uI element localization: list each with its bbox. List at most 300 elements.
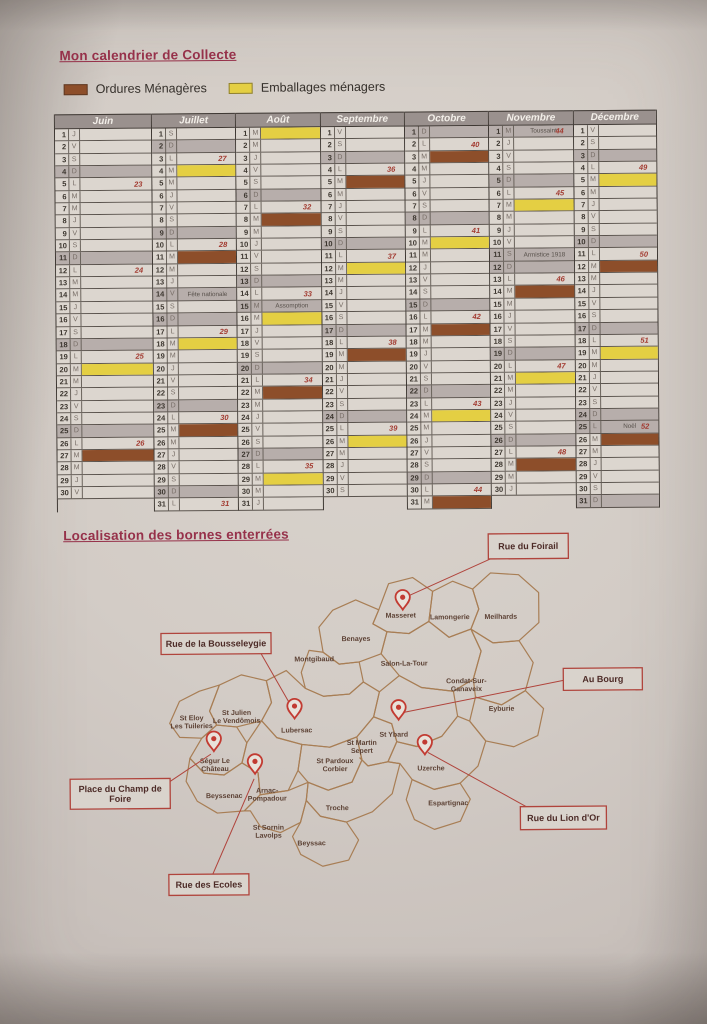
day-number: 18 xyxy=(238,338,252,349)
day-cell xyxy=(179,375,237,387)
day-letter: D xyxy=(167,314,178,325)
day-row xyxy=(238,349,321,362)
day-row xyxy=(492,459,575,472)
day-row xyxy=(408,484,491,497)
day-cell xyxy=(601,396,658,408)
day-letter: J xyxy=(335,201,346,212)
day-row xyxy=(323,485,406,498)
day-row xyxy=(321,127,404,140)
day-row xyxy=(154,437,237,450)
day-number: 9 xyxy=(153,227,167,238)
day-letter: J xyxy=(71,388,82,399)
day-number: 18 xyxy=(575,335,589,346)
ordures-collection-cell xyxy=(600,260,657,272)
day-letter: J xyxy=(72,475,83,486)
day-number: 25 xyxy=(323,423,337,434)
day-row xyxy=(323,373,406,386)
day-row xyxy=(492,434,575,447)
day-row xyxy=(57,338,153,351)
day-cell xyxy=(600,273,657,285)
day-cell xyxy=(179,437,237,449)
week-number: 46 xyxy=(556,274,565,284)
day-letter: S xyxy=(70,240,81,251)
day-letter: S xyxy=(166,128,177,139)
day-letter: D xyxy=(168,400,179,411)
day-cell xyxy=(262,263,320,275)
day-number: 17 xyxy=(238,325,252,336)
day-letter: V xyxy=(167,289,178,300)
week-number: 29 xyxy=(219,326,228,336)
commune-label: Condat-Sur-Ganaveix xyxy=(446,677,487,694)
day-row xyxy=(491,384,574,397)
day-row xyxy=(153,276,236,289)
day-cell xyxy=(601,458,658,470)
day-cell xyxy=(432,422,490,434)
day-number: 27 xyxy=(58,450,72,461)
holiday-label: Toussaint xyxy=(530,127,557,135)
day-row xyxy=(576,470,658,483)
day-number: 28 xyxy=(492,459,506,470)
day-cell xyxy=(599,186,656,198)
day-row xyxy=(239,461,322,474)
day-row xyxy=(322,312,405,325)
day-row xyxy=(574,125,656,138)
day-cell xyxy=(515,162,573,174)
day-number: 11 xyxy=(406,250,420,261)
day-cell xyxy=(180,449,238,461)
day-number: 21 xyxy=(323,374,337,385)
day-cell xyxy=(514,138,572,150)
day-row xyxy=(576,396,658,409)
day-cell xyxy=(431,274,489,286)
day-number: 8 xyxy=(574,212,588,223)
day-row xyxy=(152,153,235,166)
day-letter: M xyxy=(505,299,516,310)
holiday-cell xyxy=(514,125,572,137)
day-number: 3 xyxy=(55,154,69,165)
day-letter: M xyxy=(250,128,261,139)
day-number: 24 xyxy=(576,409,590,420)
day-cell xyxy=(432,348,490,360)
sunday-cell xyxy=(82,338,153,350)
day-number: 16 xyxy=(575,310,589,321)
day-letter: L xyxy=(506,447,517,458)
legend xyxy=(64,80,386,97)
emballages-collection-cell xyxy=(264,473,322,485)
day-number: 30 xyxy=(58,487,72,498)
map-title: Localisation des bornes enterrées xyxy=(63,526,289,544)
day-number: 27 xyxy=(576,446,590,457)
day-number: 5 xyxy=(574,175,588,186)
commune-label: St Ybard xyxy=(379,731,409,739)
day-letter: S xyxy=(337,399,348,410)
day-cell xyxy=(81,227,152,239)
day-cell xyxy=(600,334,657,346)
day-letter: M xyxy=(337,448,348,459)
day-letter: V xyxy=(252,338,263,349)
day-number: 13 xyxy=(153,277,167,288)
day-letter: S xyxy=(337,485,348,496)
day-row xyxy=(154,412,237,425)
day-cell xyxy=(431,311,489,323)
day-number: 30 xyxy=(576,483,590,494)
day-cell xyxy=(263,337,321,349)
day-letter: D xyxy=(253,449,264,460)
callout-line xyxy=(404,559,490,598)
day-row xyxy=(407,373,490,386)
day-letter: V xyxy=(590,471,601,482)
day-row xyxy=(576,421,658,434)
day-cell xyxy=(600,359,657,371)
day-cell xyxy=(599,211,656,223)
week-number: 33 xyxy=(303,288,312,299)
emballages-collection-cell xyxy=(348,435,406,447)
month-header: Novembre xyxy=(489,110,572,126)
day-row xyxy=(574,174,656,187)
sunday-cell xyxy=(80,166,151,178)
day-row xyxy=(321,225,404,238)
day-row xyxy=(154,375,237,388)
day-number: 11 xyxy=(237,251,251,262)
week-number: 39 xyxy=(388,424,398,434)
day-letter: M xyxy=(168,338,179,349)
sunday-cell xyxy=(430,126,488,138)
day-number: 13 xyxy=(322,275,336,286)
day-letter: M xyxy=(336,349,347,360)
day-letter: L xyxy=(337,423,348,434)
day-letter: M xyxy=(420,250,431,261)
day-number: 18 xyxy=(57,339,71,350)
day-row xyxy=(576,409,658,422)
day-row xyxy=(491,310,574,323)
day-letter: M xyxy=(588,187,599,198)
sunday-cell xyxy=(516,347,574,359)
day-cell xyxy=(348,472,406,484)
day-letter: M xyxy=(505,373,516,384)
day-letter: S xyxy=(251,263,262,274)
day-row xyxy=(55,153,151,166)
sunday-cell xyxy=(515,175,573,187)
collection-calendar xyxy=(54,110,660,512)
day-cell xyxy=(348,448,406,460)
day-cell xyxy=(82,375,153,387)
month-column xyxy=(54,114,154,512)
commune-boundary xyxy=(469,691,543,748)
day-row xyxy=(574,162,656,175)
day-number: 2 xyxy=(55,142,69,153)
day-row xyxy=(58,462,154,475)
day-row xyxy=(237,275,320,288)
day-row xyxy=(153,288,236,301)
day-row xyxy=(574,149,656,162)
day-number: 16 xyxy=(153,314,167,325)
day-number: 20 xyxy=(491,360,505,371)
day-letter: D xyxy=(420,213,431,224)
day-row xyxy=(490,261,573,274)
sunday-cell xyxy=(180,486,238,498)
commune-label: Benayes xyxy=(341,635,371,644)
day-letter: M xyxy=(71,364,82,375)
day-row xyxy=(576,458,658,471)
day-letter: M xyxy=(168,351,179,362)
day-number: 30 xyxy=(408,484,422,495)
sunday-cell xyxy=(433,472,491,484)
day-cell xyxy=(81,289,152,301)
day-number: 13 xyxy=(575,273,589,284)
day-letter: M xyxy=(252,387,263,398)
day-cell xyxy=(600,285,657,297)
day-number: 22 xyxy=(238,387,252,398)
day-letter: L xyxy=(505,360,516,371)
day-number: 12 xyxy=(153,264,167,275)
day-row xyxy=(323,460,406,473)
day-row xyxy=(407,323,490,336)
day-row xyxy=(238,362,321,375)
day-cell xyxy=(431,249,489,261)
day-number: 14 xyxy=(491,286,505,297)
day-number: 17 xyxy=(154,326,168,337)
day-letter: D xyxy=(71,339,82,350)
day-letter: M xyxy=(251,214,262,225)
day-letter: D xyxy=(71,425,82,436)
day-number: 9 xyxy=(237,227,251,238)
day-number: 26 xyxy=(154,437,168,448)
emballages-color-swatch xyxy=(229,82,253,93)
day-letter: S xyxy=(505,336,516,347)
day-row xyxy=(491,372,574,385)
day-row xyxy=(56,240,152,253)
sunday-cell xyxy=(517,434,575,446)
ordures-collection-cell xyxy=(347,349,405,361)
day-number: 12 xyxy=(322,263,336,274)
day-cell xyxy=(432,336,490,348)
week-number: 32 xyxy=(302,202,312,212)
day-number: 10 xyxy=(153,240,167,251)
day-cell xyxy=(262,251,320,263)
day-letter: V xyxy=(72,487,83,498)
holiday-label: Fête nationale xyxy=(187,290,228,298)
day-cell xyxy=(346,188,404,200)
day-number: 20 xyxy=(407,361,421,372)
holiday-label: Noël xyxy=(623,423,637,431)
day-letter: S xyxy=(71,413,82,424)
ordures-collection-cell xyxy=(179,424,237,436)
emballages-collection-cell xyxy=(347,262,405,274)
day-row xyxy=(153,239,236,252)
day-number: 22 xyxy=(491,385,505,396)
day-letter: V xyxy=(169,462,180,473)
commune-label: Salon-La-Tour xyxy=(380,660,428,668)
sunday-cell xyxy=(264,448,322,460)
day-letter: M xyxy=(422,497,433,508)
day-letter: D xyxy=(419,126,430,137)
day-row xyxy=(153,202,236,215)
day-row xyxy=(323,423,406,436)
day-letter: L xyxy=(420,312,431,323)
day-letter: M xyxy=(420,237,431,248)
day-letter: D xyxy=(252,362,263,373)
month-column xyxy=(404,111,491,509)
day-number: 8 xyxy=(153,215,167,226)
day-letter: J xyxy=(590,458,601,469)
day-number: 21 xyxy=(576,372,590,383)
day-row xyxy=(238,374,321,387)
day-cell xyxy=(599,162,656,174)
day-row xyxy=(322,250,405,263)
day-row xyxy=(153,313,236,326)
day-letter: M xyxy=(589,347,600,358)
day-number: 26 xyxy=(323,436,337,447)
day-row xyxy=(490,187,573,200)
day-cell xyxy=(177,190,235,202)
day-row xyxy=(489,150,572,163)
day-letter: V xyxy=(335,213,346,224)
day-cell xyxy=(80,141,151,153)
day-cell xyxy=(431,286,489,298)
day-cell xyxy=(516,397,574,409)
day-number: 14 xyxy=(56,290,70,301)
day-cell xyxy=(516,310,574,322)
day-row xyxy=(152,128,235,141)
commune-boundary xyxy=(319,600,388,665)
day-number: 13 xyxy=(490,274,504,285)
day-letter: M xyxy=(421,336,432,347)
day-cell xyxy=(348,485,406,497)
ordures-collection-cell xyxy=(430,151,488,163)
day-cell xyxy=(263,325,321,337)
day-cell xyxy=(81,314,152,326)
street-callout-label: Rue de la Bousseleygie xyxy=(165,638,267,649)
day-letter: M xyxy=(252,399,263,410)
day-letter: L xyxy=(336,337,347,348)
day-letter: J xyxy=(252,325,263,336)
day-letter: S xyxy=(167,215,178,226)
day-cell xyxy=(177,177,235,189)
day-cell xyxy=(599,125,656,137)
day-cell xyxy=(264,485,322,497)
day-row xyxy=(406,274,489,287)
week-number: 30 xyxy=(220,413,229,423)
day-row xyxy=(408,496,491,509)
day-number: 4 xyxy=(237,165,251,176)
day-letter: L xyxy=(589,248,600,259)
location-pin-icon xyxy=(395,590,410,610)
day-row xyxy=(322,238,405,251)
street-callout-label: Rue du Lion d'Or xyxy=(527,812,600,824)
day-number: 17 xyxy=(57,327,71,338)
day-letter: S xyxy=(589,310,600,321)
day-cell xyxy=(430,175,488,187)
day-cell xyxy=(263,374,321,386)
day-cell xyxy=(178,276,236,288)
day-number: 31 xyxy=(408,497,422,508)
day-row xyxy=(405,175,488,188)
week-number: 31 xyxy=(220,499,230,509)
day-row xyxy=(56,227,152,240)
week-number: 25 xyxy=(135,352,144,362)
day-number: 24 xyxy=(323,411,337,422)
day-letter: M xyxy=(336,362,347,373)
day-cell xyxy=(262,201,320,213)
day-row xyxy=(405,126,488,139)
day-number: 3 xyxy=(152,153,166,164)
day-letter: L xyxy=(252,375,263,386)
day-cell xyxy=(346,164,404,176)
commune-boundary xyxy=(470,573,539,644)
day-row xyxy=(57,326,153,339)
day-letter: J xyxy=(251,239,262,250)
day-letter: J xyxy=(421,435,432,446)
day-letter: V xyxy=(70,314,81,325)
day-number: 29 xyxy=(239,473,253,484)
holiday-label: Assomption xyxy=(275,302,309,310)
day-cell xyxy=(348,373,406,385)
day-number: 20 xyxy=(154,363,168,374)
day-number: 5 xyxy=(152,178,166,189)
day-cell xyxy=(515,236,573,248)
day-row xyxy=(154,325,237,338)
day-row xyxy=(406,237,489,250)
day-letter: V xyxy=(167,202,178,213)
day-row xyxy=(490,212,573,225)
day-row xyxy=(575,359,657,372)
day-letter: S xyxy=(336,312,347,323)
commune-label: Espartignac xyxy=(428,800,469,808)
day-cell xyxy=(346,201,404,213)
commune-label: Uzerche xyxy=(417,765,445,773)
commune-label: St Sornin Lavolps xyxy=(252,824,285,840)
callout-line xyxy=(402,677,563,712)
commune-boundary xyxy=(261,670,380,748)
day-number: 16 xyxy=(322,312,336,323)
day-row xyxy=(490,162,573,175)
day-number: 28 xyxy=(323,460,337,471)
commune-boundary xyxy=(306,758,400,823)
commune-label: St Eloy Les Tuileries xyxy=(170,715,213,731)
day-letter: J xyxy=(506,484,517,495)
callout-line xyxy=(428,752,526,808)
day-number: 14 xyxy=(575,286,589,297)
day-number: 7 xyxy=(574,199,588,210)
day-row xyxy=(405,138,488,151)
day-number: 27 xyxy=(239,449,253,460)
emballages-collection-cell xyxy=(179,338,237,350)
day-number: 14 xyxy=(153,289,167,300)
day-letter: S xyxy=(420,287,431,298)
day-row xyxy=(239,473,322,486)
day-number: 16 xyxy=(406,312,420,323)
day-letter: D xyxy=(506,434,517,445)
day-number: 3 xyxy=(237,152,251,163)
day-row xyxy=(407,397,490,410)
day-cell xyxy=(347,287,405,299)
emballages-collection-cell xyxy=(600,347,657,359)
day-row xyxy=(575,285,657,298)
sunday-cell xyxy=(600,322,657,334)
day-cell xyxy=(516,298,574,310)
day-number: 1 xyxy=(489,126,503,137)
day-row xyxy=(57,351,153,364)
day-row xyxy=(407,360,490,373)
day-letter: S xyxy=(506,422,517,433)
day-letter: S xyxy=(335,139,346,150)
day-cell xyxy=(347,336,405,348)
location-pin-icon xyxy=(248,754,263,774)
day-letter: M xyxy=(252,301,263,312)
day-number: 16 xyxy=(491,311,505,322)
day-number: 30 xyxy=(239,486,253,497)
day-cell xyxy=(347,275,405,287)
